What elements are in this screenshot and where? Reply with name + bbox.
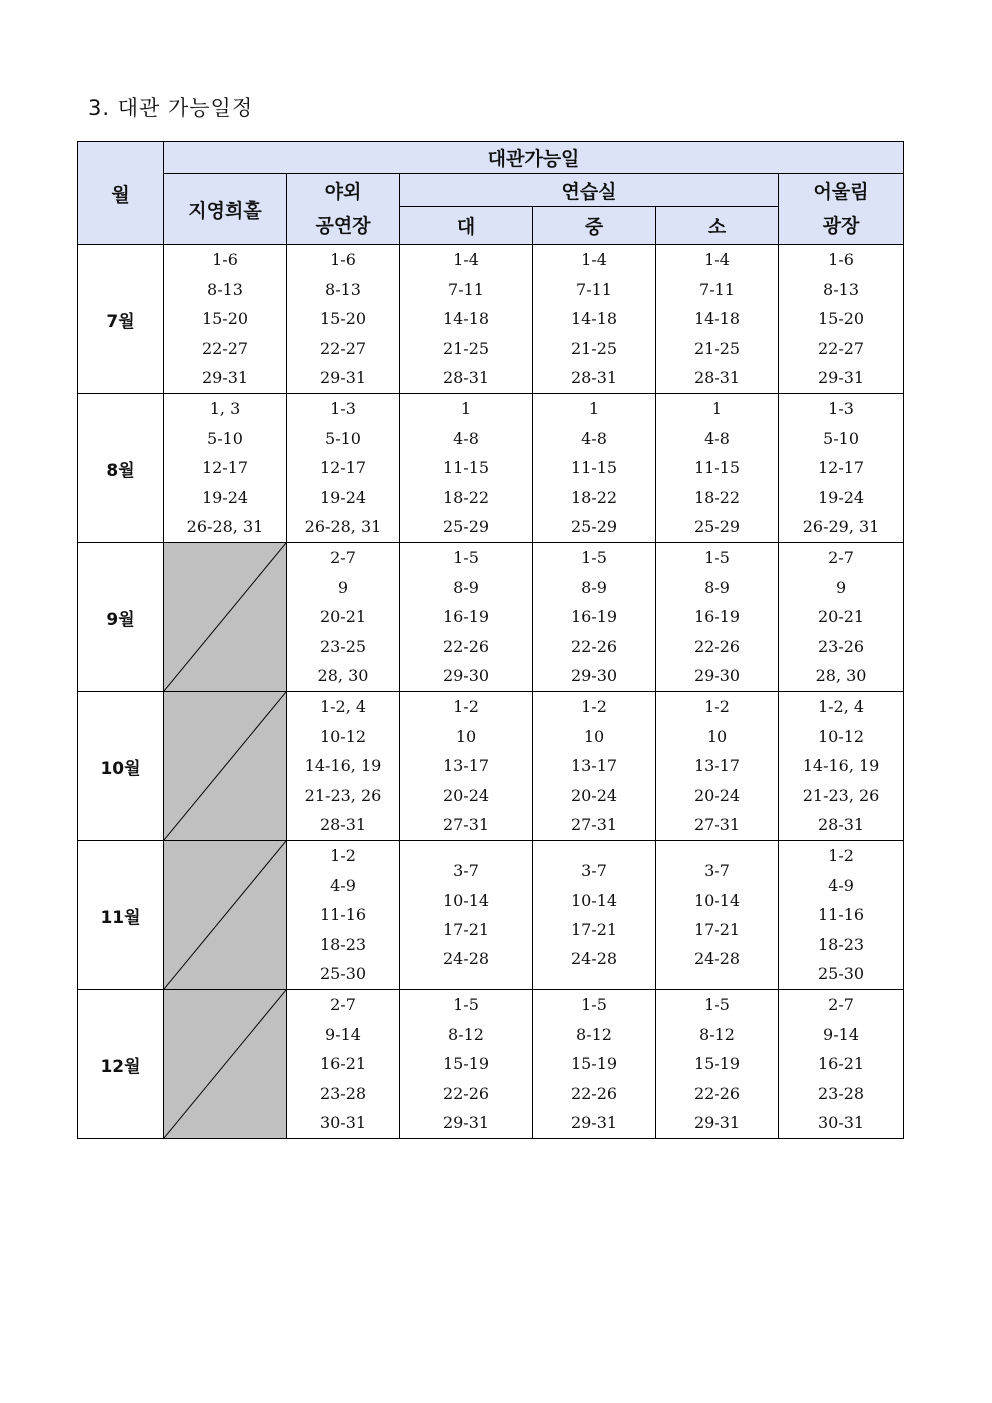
dates-cell-large [400, 990, 533, 1139]
date-range: 14-18 [693, 309, 741, 329]
date-range: 17-21 [693, 920, 741, 939]
header-practice-small: 소 [656, 207, 779, 245]
date-range: 25-29 [442, 517, 490, 537]
date-range: 11-16 [319, 905, 367, 925]
date-range: 23-28 [319, 1083, 367, 1103]
date-range: 21-23, 26 [304, 785, 382, 805]
date-range: 1-3 [828, 399, 854, 419]
dates-cell-small [656, 990, 779, 1139]
date-range: 1-5 [704, 995, 730, 1015]
date-range: 20-21 [817, 607, 865, 627]
date-range: 15-19 [442, 1054, 490, 1074]
diagonal-slash-icon [164, 543, 286, 691]
date-range: 1-6 [330, 250, 356, 270]
date-range: 19-24 [319, 487, 367, 507]
date-range: 17-21 [442, 920, 490, 939]
date-range: 8-13 [823, 279, 859, 299]
dates-cell-large [400, 692, 533, 841]
date-range: 1-3 [330, 399, 356, 419]
date-range: 23-26 [817, 636, 865, 656]
date-range: 15-19 [693, 1054, 741, 1074]
date-range: 18-22 [570, 487, 618, 507]
date-range: 1-5 [581, 995, 607, 1015]
dates-cell-outdoor [287, 990, 400, 1139]
date-range: 5-10 [207, 428, 243, 448]
date-range: 3-7 [581, 861, 607, 881]
header-hall: 지영희홀 [164, 174, 287, 245]
month-cell: 12월 [78, 990, 164, 1139]
dates-cell-medium [533, 692, 656, 841]
date-range: 17-21 [570, 920, 618, 939]
unavailable-cell [164, 692, 287, 841]
dates-cell-outdoor [287, 841, 400, 990]
date-range: 29-30 [570, 666, 618, 686]
date-range: 29-31 [817, 368, 865, 388]
date-range: 13-17 [693, 756, 741, 776]
date-range: 22-26 [442, 636, 490, 656]
date-range: 9 [337, 577, 349, 597]
date-range: 22-26 [570, 636, 618, 656]
dates-cell-medium [533, 990, 656, 1139]
dates-cell-hall [164, 394, 287, 543]
date-range: 11-15 [693, 458, 741, 478]
date-range: 1-4 [704, 250, 730, 270]
date-range: 30-31 [319, 1113, 367, 1133]
date-range: 22-27 [319, 338, 367, 358]
date-range: 10 [583, 726, 605, 746]
header-outdoor-line2: 공연장 [315, 215, 371, 237]
date-range: 25-29 [570, 517, 618, 537]
rental-schedule-table [77, 141, 904, 1139]
date-range: 22-26 [570, 1083, 618, 1103]
date-range: 21-25 [570, 338, 618, 358]
date-range: 25-29 [693, 517, 741, 537]
date-range: 14-16, 19 [304, 756, 382, 776]
date-range: 27-31 [570, 815, 618, 835]
dates-cell-outdoor [287, 394, 400, 543]
date-range: 20-24 [570, 785, 618, 805]
date-range: 25-30 [817, 964, 865, 984]
date-range: 24-28 [570, 949, 618, 969]
header-practice-large: 대 [400, 207, 533, 245]
schedule-body [78, 245, 904, 1139]
date-range: 22-27 [817, 338, 865, 358]
date-range: 14-18 [442, 309, 490, 329]
date-range: 8-12 [576, 1024, 612, 1044]
date-range: 16-21 [319, 1054, 367, 1074]
date-range: 1 [711, 399, 723, 419]
date-range: 2-7 [330, 548, 356, 568]
month-cell: 10월 [78, 692, 164, 841]
date-range: 28-31 [817, 815, 865, 835]
header-plaza-line2: 광장 [822, 215, 860, 237]
table-row [78, 990, 904, 1139]
date-range: 1-6 [828, 250, 854, 270]
date-range: 10-14 [693, 890, 741, 910]
date-range: 23-25 [319, 636, 367, 656]
unavailable-cell [164, 990, 287, 1139]
date-range: 5-10 [325, 428, 361, 448]
dates-cell-small [656, 245, 779, 394]
dates-cell-small [656, 841, 779, 990]
date-range: 4-8 [704, 428, 730, 448]
date-range: 28-31 [442, 368, 490, 388]
date-range: 29-30 [442, 666, 490, 686]
date-range: 26-29, 31 [802, 517, 880, 537]
date-range: 26-28, 31 [186, 517, 264, 537]
date-range: 16-19 [442, 607, 490, 627]
date-range: 4-9 [828, 875, 854, 895]
date-range: 8-9 [581, 577, 607, 597]
date-range: 29-31 [319, 368, 367, 388]
section-heading: 3. 대관 가능일정 [88, 96, 254, 120]
header-month: 월 [78, 142, 164, 245]
date-range: 28, 30 [815, 666, 867, 686]
date-range: 11-16 [817, 905, 865, 925]
dates-cell-outdoor [287, 543, 400, 692]
date-range: 15-20 [319, 309, 367, 329]
date-range: 1-4 [581, 250, 607, 270]
header-practice-medium: 중 [533, 207, 656, 245]
date-range: 10-12 [817, 726, 865, 746]
date-range: 4-8 [581, 428, 607, 448]
date-range: 8-12 [699, 1024, 735, 1044]
date-range: 15-20 [201, 309, 249, 329]
date-range: 8-12 [448, 1024, 484, 1044]
date-range: 4-8 [453, 428, 479, 448]
diagonal-slash-icon [164, 692, 286, 840]
date-range: 22-26 [693, 1083, 741, 1103]
dates-cell-medium [533, 543, 656, 692]
date-range: 1-5 [581, 548, 607, 568]
date-range: 9-14 [325, 1024, 361, 1044]
date-range: 24-28 [442, 949, 490, 969]
diagonal-slash-icon [164, 990, 286, 1138]
date-range: 29-31 [201, 368, 249, 388]
date-range: 1-4 [453, 250, 479, 270]
date-range: 3-7 [704, 861, 730, 881]
header-practice-room: 연습실 [400, 174, 779, 207]
dates-cell-large [400, 245, 533, 394]
date-range: 12-17 [817, 458, 865, 478]
date-range: 11-15 [442, 458, 490, 478]
date-range: 16-21 [817, 1054, 865, 1074]
date-range: 26-28, 31 [304, 517, 382, 537]
header-outdoor-stage [287, 174, 400, 245]
unavailable-cell [164, 841, 287, 990]
date-range: 21-25 [442, 338, 490, 358]
date-range: 22-27 [201, 338, 249, 358]
dates-cell-plaza [779, 692, 904, 841]
date-range: 13-17 [442, 756, 490, 776]
table-row [78, 245, 904, 394]
table-row [78, 841, 904, 990]
date-range: 16-19 [693, 607, 741, 627]
dates-cell-medium [533, 245, 656, 394]
date-range: 10-14 [570, 890, 618, 910]
date-range: 1-2 [704, 697, 730, 717]
date-range: 27-31 [442, 815, 490, 835]
date-range: 1-2 [330, 846, 356, 866]
dates-cell-medium [533, 394, 656, 543]
date-range: 1 [588, 399, 600, 419]
date-range: 2-7 [330, 995, 356, 1015]
date-range: 9 [835, 577, 847, 597]
date-range: 1-6 [212, 250, 238, 270]
dates-cell-plaza [779, 543, 904, 692]
date-range: 1-2, 4 [817, 697, 865, 717]
date-range: 25-30 [319, 964, 367, 984]
table-row [78, 394, 904, 543]
date-range: 22-26 [442, 1083, 490, 1103]
date-range: 29-31 [570, 1113, 618, 1133]
dates-cell-plaza [779, 245, 904, 394]
dates-cell-hall [164, 245, 287, 394]
date-range: 8-13 [325, 279, 361, 299]
month-cell: 8월 [78, 394, 164, 543]
table-row [78, 692, 904, 841]
date-range: 18-22 [693, 487, 741, 507]
date-range: 7-11 [576, 279, 612, 299]
table-row [78, 543, 904, 692]
date-range: 18-22 [442, 487, 490, 507]
date-range: 27-31 [693, 815, 741, 835]
date-range: 2-7 [828, 995, 854, 1015]
date-range: 4-9 [330, 875, 356, 895]
dates-cell-outdoor [287, 692, 400, 841]
month-cell: 11월 [78, 841, 164, 990]
date-range: 19-24 [201, 487, 249, 507]
date-range: 10-12 [319, 726, 367, 746]
header-plaza [779, 174, 904, 245]
date-range: 21-25 [693, 338, 741, 358]
date-range: 13-17 [570, 756, 618, 776]
date-range: 28, 30 [317, 666, 369, 686]
date-range: 14-16, 19 [802, 756, 880, 776]
date-range: 8-13 [207, 279, 243, 299]
header-available-days: 대관가능일 [164, 142, 904, 174]
date-range: 28-31 [693, 368, 741, 388]
dates-cell-small [656, 394, 779, 543]
date-range: 11-15 [570, 458, 618, 478]
date-range: 16-19 [570, 607, 618, 627]
dates-cell-large [400, 394, 533, 543]
date-range: 1-5 [453, 995, 479, 1015]
date-range: 24-28 [693, 949, 741, 969]
dates-cell-outdoor [287, 245, 400, 394]
date-range: 18-23 [319, 934, 367, 954]
date-range: 3-7 [453, 861, 479, 881]
month-cell: 7월 [78, 245, 164, 394]
date-range: 20-21 [319, 607, 367, 627]
date-range: 9-14 [823, 1024, 859, 1044]
date-range: 1-2 [828, 846, 854, 866]
dates-cell-large [400, 543, 533, 692]
date-range: 28-31 [570, 368, 618, 388]
date-range: 1-2 [453, 697, 479, 717]
header-outdoor-line1: 야외 [324, 181, 362, 203]
date-range: 14-18 [570, 309, 618, 329]
date-range: 19-24 [817, 487, 865, 507]
dates-cell-medium [533, 841, 656, 990]
date-range: 15-20 [817, 309, 865, 329]
date-range: 20-24 [693, 785, 741, 805]
dates-cell-large [400, 841, 533, 990]
header-plaza-line1: 어울림 [813, 181, 869, 203]
date-range: 10-14 [442, 890, 490, 910]
date-range: 10 [455, 726, 477, 746]
date-range: 15-19 [570, 1054, 618, 1074]
date-range: 1, 3 [209, 399, 241, 419]
date-range: 28-31 [319, 815, 367, 835]
date-range: 8-9 [453, 577, 479, 597]
date-range: 1-5 [704, 548, 730, 568]
date-range: 5-10 [823, 428, 859, 448]
date-range: 29-30 [693, 666, 741, 686]
date-range: 12-17 [201, 458, 249, 478]
date-range: 1-2 [581, 697, 607, 717]
date-range: 12-17 [319, 458, 367, 478]
date-range: 10 [706, 726, 728, 746]
dates-cell-small [656, 692, 779, 841]
date-range: 1-5 [453, 548, 479, 568]
date-range: 2-7 [828, 548, 854, 568]
date-range: 20-24 [442, 785, 490, 805]
dates-cell-plaza [779, 394, 904, 543]
date-range: 7-11 [448, 279, 484, 299]
dates-cell-plaza [779, 841, 904, 990]
date-range: 1 [460, 399, 472, 419]
month-cell: 9월 [78, 543, 164, 692]
date-range: 8-9 [704, 577, 730, 597]
dates-cell-small [656, 543, 779, 692]
date-range: 1-2, 4 [319, 697, 367, 717]
date-range: 22-26 [693, 636, 741, 656]
date-range: 29-31 [693, 1113, 741, 1133]
date-range: 21-23, 26 [802, 785, 880, 805]
date-range: 7-11 [699, 279, 735, 299]
dates-cell-plaza [779, 990, 904, 1139]
date-range: 18-23 [817, 934, 865, 954]
date-range: 29-31 [442, 1113, 490, 1133]
unavailable-cell [164, 543, 287, 692]
date-range: 30-31 [817, 1113, 865, 1133]
date-range: 23-28 [817, 1083, 865, 1103]
diagonal-slash-icon [164, 841, 286, 989]
